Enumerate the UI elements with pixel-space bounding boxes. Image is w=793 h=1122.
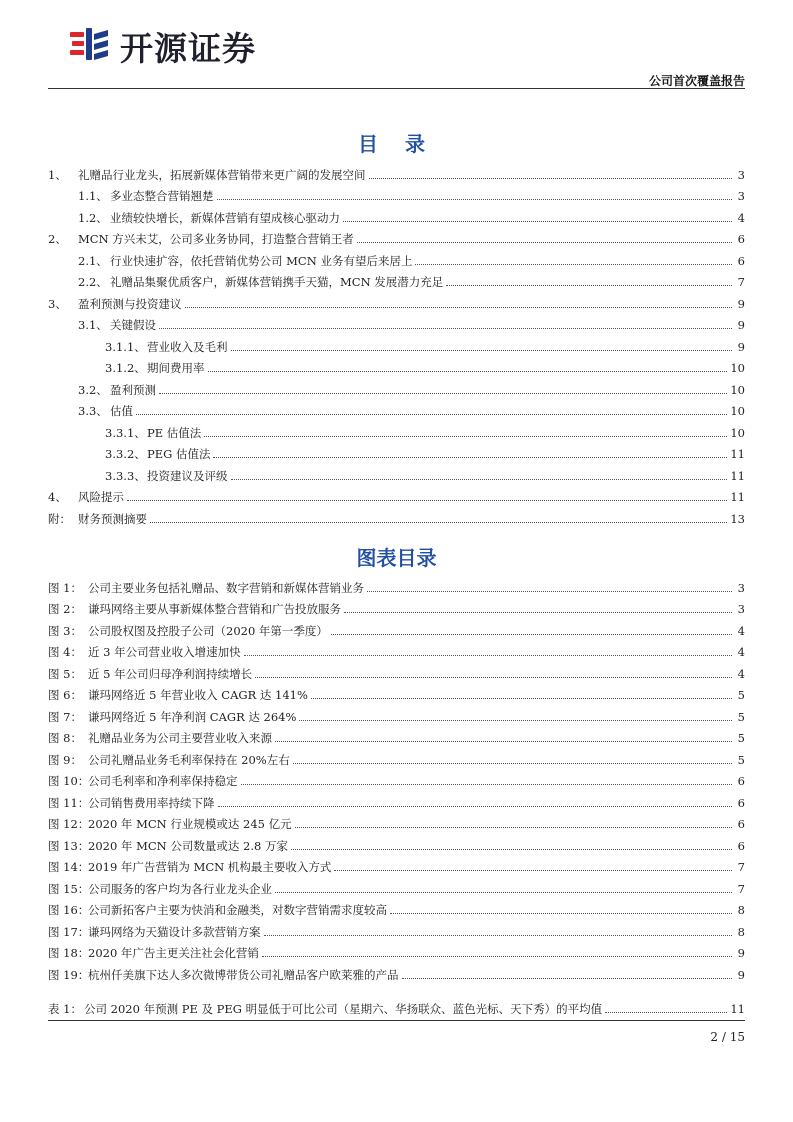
dot-leader: [213, 456, 727, 458]
toc-number: 3.3.3、: [105, 468, 146, 483]
dot-leader: [446, 284, 732, 286]
figure-number: 图 13：: [48, 838, 90, 853]
dot-leader: [127, 499, 727, 501]
figure-entry[interactable]: [48, 960, 745, 982]
toc-number: 1、: [48, 167, 67, 182]
figure-text: 公司毛利率和净利率保持稳定: [88, 774, 238, 788]
figure-page-number: 5: [737, 688, 745, 702]
toc-text: 业绩较快增长，新媒体营销有望成核心驱动力: [110, 210, 340, 225]
toc-page-number: 9: [737, 339, 745, 354]
toc-number: 2.2、: [78, 275, 108, 289]
toc-page-number: 10: [730, 404, 745, 418]
toc-entry[interactable]: [48, 203, 745, 225]
figure-entry[interactable]: [48, 831, 745, 853]
figure-entry[interactable]: [48, 939, 745, 961]
toc-text: 风险提示: [78, 490, 124, 504]
dot-leader: [255, 676, 732, 678]
toc-entry[interactable]: [48, 289, 745, 311]
figure-number: 图 15：: [48, 881, 90, 896]
page-header: [48, 20, 745, 90]
toc-entry[interactable]: [48, 225, 745, 247]
figure-entry[interactable]: [48, 767, 745, 789]
figure-number: 图 7：: [48, 709, 82, 724]
figure-page-number: 8: [737, 903, 745, 917]
figure-text: 2020 年广告主更关注社会化营销: [88, 946, 259, 960]
figure-page-number: 6: [737, 817, 745, 831]
figure-text: 杭州仟美旗下达人多次微博带货公司礼赠品客户欧莱雅的产品: [88, 967, 399, 982]
dot-leader: [150, 521, 727, 523]
toc-number: 2、: [48, 232, 67, 246]
dot-leader: [275, 891, 732, 893]
figure-text: 近 5 年公司归母净利润持续增长: [88, 666, 253, 681]
toc-number: 3.3.1、: [105, 425, 146, 440]
figure-number: 图 1：: [48, 580, 82, 595]
figure-number: 图 18：: [48, 946, 90, 960]
dot-leader: [415, 263, 732, 265]
toc-entry[interactable]: [48, 332, 745, 354]
toc-entry[interactable]: [48, 268, 745, 290]
table-number: 表 1：: [48, 1001, 82, 1016]
toc-text: 盈利预测: [110, 382, 156, 397]
toc-text: 盈利预测与投资建议: [78, 296, 182, 311]
toc-text: PE 估值法: [147, 425, 202, 440]
figure-entry[interactable]: [48, 745, 745, 767]
figure-page-number: 6: [737, 774, 745, 788]
dot-leader: [159, 392, 727, 394]
dot-leader: [311, 697, 732, 699]
figure-page-number: 6: [737, 838, 745, 853]
figure-entry[interactable]: [48, 616, 745, 638]
toc-text: 期间费用率: [147, 361, 205, 375]
toc-page-number: 7: [737, 275, 745, 289]
figure-text: 公司主要业务包括礼赠品、数字营销和新媒体营销业务: [88, 580, 364, 595]
toc-page-number: 11: [730, 468, 745, 483]
toc-page-number: 13: [730, 511, 745, 526]
figure-number: 图 4：: [48, 645, 82, 659]
table-text: 公司 2020 年预测 PE 及 PEG 明显低于可比公司（星期六、华扬联众、蓝色光标、天下秀）的平均值: [84, 1001, 603, 1016]
brand-logo: [68, 24, 256, 68]
figure-text: 公司销售费用率持续下降: [88, 795, 215, 810]
figure-page-number: 7: [737, 860, 745, 874]
toc-page-number: 11: [730, 447, 745, 461]
dot-leader: [241, 783, 733, 785]
figure-page-number: 6: [737, 795, 745, 810]
toc-page-number: 9: [737, 318, 745, 332]
figure-number: 图 3：: [48, 623, 82, 638]
figure-number: 图 8：: [48, 731, 82, 745]
toc-page-number: 6: [737, 253, 745, 268]
toc-number: 4、: [48, 490, 67, 504]
toc-entry[interactable]: [48, 418, 745, 440]
dot-leader: [343, 220, 732, 222]
dot-leader: [390, 912, 732, 914]
figure-text: 礼赠品业务为公司主要营业收入来源: [88, 731, 272, 745]
toc-entry[interactable]: [48, 461, 745, 483]
dot-leader: [402, 977, 733, 979]
toc-entry[interactable]: [48, 440, 745, 462]
toc-page-number: 10: [730, 361, 745, 375]
toc-page-number: 10: [730, 382, 745, 397]
dot-leader: [605, 1011, 727, 1013]
dot-leader: [275, 740, 732, 742]
dot-leader: [295, 826, 732, 828]
toc-entry[interactable]: [48, 311, 745, 333]
toc-number: 2.1、: [78, 253, 108, 268]
figure-entry[interactable]: [48, 638, 745, 660]
figure-entry[interactable]: [48, 595, 745, 617]
toc-entry[interactable]: [48, 160, 745, 182]
header-divider: [48, 88, 745, 89]
figure-text: 2020 年 MCN 公司数量或达 2.8 万家: [88, 838, 288, 853]
dot-leader: [367, 590, 732, 592]
toc-page-number: 6: [737, 232, 745, 246]
figure-entry[interactable]: [48, 896, 745, 918]
figure-entry[interactable]: [48, 702, 745, 724]
toc-text: 投资建议及评级: [147, 468, 228, 483]
figure-text: 公司新拓客户主要为快消和金融类，对数字营销需求度较高: [88, 903, 387, 917]
table-of-contents: [48, 160, 745, 526]
figure-text: 公司股权图及控股子公司（2020 年第一季度）: [88, 623, 328, 638]
figure-number: 图 5：: [48, 666, 82, 681]
toc-number: 3.3.2、: [105, 447, 146, 461]
toc-entry[interactable]: [48, 182, 745, 204]
figure-number: 图 9：: [48, 752, 82, 767]
page-number: 2 / 15: [710, 1030, 745, 1044]
dot-leader: [264, 934, 733, 936]
dot-leader: [208, 370, 728, 372]
figure-page-number: 5: [737, 731, 745, 745]
figure-entry[interactable]: [48, 681, 745, 703]
figure-page-number: 5: [737, 709, 745, 724]
figure-text: 2019 年广告营销为 MCN 机构最主要收入方式: [88, 860, 332, 874]
dot-leader: [357, 241, 732, 243]
figure-page-number: 4: [737, 666, 745, 681]
figure-entry[interactable]: [48, 874, 745, 896]
figure-number: 图 11：: [48, 795, 90, 810]
toc-page-number: 11: [730, 490, 745, 504]
contents-title: 目 录: [358, 132, 435, 156]
figure-page-number: 9: [737, 967, 745, 982]
figure-entry[interactable]: [48, 573, 745, 595]
toc-number: 3.1、: [78, 318, 108, 332]
dot-leader: [231, 478, 728, 480]
dot-leader: [334, 869, 732, 871]
toc-entry[interactable]: [48, 483, 745, 505]
figure-page-number: 4: [737, 645, 745, 659]
figure-entry[interactable]: [48, 659, 745, 681]
toc-text: 营业收入及毛利: [147, 339, 228, 354]
toc-page-number: 10: [730, 425, 745, 440]
figure-entry[interactable]: [48, 810, 745, 832]
figure-number: 图 6：: [48, 688, 82, 702]
figure-page-number: 3: [737, 602, 745, 616]
footer-divider: [48, 1020, 745, 1021]
figure-number: 图 19：: [48, 967, 90, 982]
toc-text: 礼赠品集聚优质客户，新媒体营销携手天猫，MCN 发展潜力充足: [110, 275, 444, 289]
toc-page-number: 9: [737, 296, 745, 311]
figure-number: 图 14：: [48, 860, 90, 874]
toc-text: 多业态整合营销翘楚: [110, 189, 214, 203]
toc-entry[interactable]: [48, 246, 745, 268]
figure-text: 谦玛网络近 5 年营业收入 CAGR 达 141%: [88, 688, 308, 702]
brand-name: 开源证券: [120, 28, 256, 68]
dot-leader: [344, 611, 732, 613]
figure-text: 谦玛网络近 5 年净利润 CAGR 达 264%: [88, 709, 297, 724]
toc-text: 礼赠品行业龙头，拓展新媒体营销带来更广阔的发展空间: [78, 167, 366, 182]
toc-number: 3.1.1、: [105, 339, 146, 354]
toc-text: MCN 方兴未艾，公司多业务协同，打造整合营销王者: [78, 232, 354, 246]
toc-entry[interactable]: [48, 504, 745, 526]
toc-number: 3、: [48, 296, 67, 311]
dot-leader: [136, 413, 727, 415]
figure-page-number: 5: [737, 752, 745, 767]
toc-entry[interactable]: [48, 375, 745, 397]
figure-text: 2020 年 MCN 行业规模或达 245 亿元: [88, 817, 292, 831]
toc-number: 3.1.2、: [105, 361, 146, 375]
dot-leader: [293, 762, 732, 764]
brand-logo-icon: [68, 24, 112, 68]
figure-entry[interactable]: [48, 917, 745, 939]
toc-number: 1.2、: [78, 210, 108, 225]
figure-entry[interactable]: [48, 724, 745, 746]
list-of-figures: [48, 573, 745, 982]
figure-number: 图 2：: [48, 602, 82, 616]
toc-number: 1.1、: [78, 189, 108, 203]
figure-number: 图 17：: [48, 924, 90, 939]
figure-text: 公司礼赠品业务毛利率保持在 20%左右: [88, 752, 290, 767]
toc-text: 估值: [110, 404, 133, 418]
toc-text: 行业快速扩容，依托营销优势公司 MCN 业务有望后来居上: [110, 253, 413, 268]
toc-number: 附：: [48, 511, 71, 526]
figure-page-number: 7: [737, 881, 745, 896]
report-type: 公司首次覆盖报告: [648, 74, 745, 88]
figure-number: 图 16：: [48, 903, 90, 917]
dot-leader: [159, 327, 732, 329]
figure-text: 谦玛网络主要从事新媒体整合营销和广告投放服务: [88, 602, 341, 616]
figure-number: 图 12：: [48, 817, 90, 831]
figure-text: 近 3 年公司营业收入增速加快: [88, 645, 241, 659]
figure-page-number: 4: [737, 623, 745, 638]
dot-leader: [262, 955, 732, 957]
list-of-tables: [48, 994, 745, 1016]
figure-entry[interactable]: [48, 788, 745, 810]
dot-leader: [369, 177, 733, 179]
dot-leader: [204, 435, 727, 437]
figures-title: 图表目录: [356, 546, 437, 570]
table-page-number: 11: [730, 1001, 745, 1016]
toc-entry[interactable]: [48, 354, 745, 376]
dot-leader: [331, 633, 732, 635]
toc-text: 关键假设: [110, 318, 156, 332]
figure-page-number: 8: [737, 924, 745, 939]
dot-leader: [231, 349, 733, 351]
figure-text: 谦玛网络为天猫设计多款营销方案: [88, 924, 261, 939]
dot-leader: [185, 306, 733, 308]
figure-page-number: 9: [737, 946, 745, 960]
toc-text: 财务预测摘要: [78, 511, 147, 526]
toc-number: 3.2、: [78, 382, 108, 397]
dot-leader: [291, 848, 732, 850]
table-entry[interactable]: [48, 994, 745, 1016]
toc-page-number: 3: [737, 189, 745, 203]
dot-leader: [218, 805, 733, 807]
dot-leader: [217, 198, 733, 200]
figure-text: 公司服务的客户均为各行业龙头企业: [88, 881, 272, 896]
toc-entry[interactable]: [48, 397, 745, 419]
figure-number: 图 10：: [48, 774, 90, 788]
toc-page-number: 3: [737, 167, 745, 182]
toc-text: PEG 估值法: [147, 447, 211, 461]
dot-leader: [299, 719, 732, 721]
figure-page-number: 3: [737, 580, 745, 595]
toc-number: 3.3、: [78, 404, 108, 418]
toc-page-number: 4: [737, 210, 745, 225]
figure-entry[interactable]: [48, 853, 745, 875]
dot-leader: [244, 654, 732, 656]
